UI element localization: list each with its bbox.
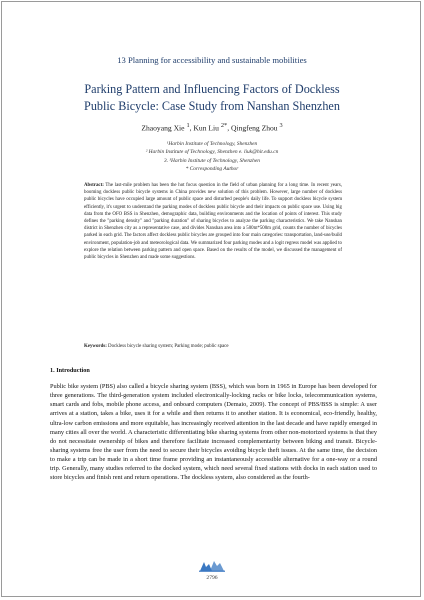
paper-title [40,81,384,115]
affiliation-line: 3. ³Harbin Institute of Technology, Shenzhen [164,157,260,164]
corresponding-author-note: * Corresponding Author [185,165,239,172]
conference-track-header: 13 Planning for accessibility and sustainable mobilities [117,55,307,65]
keywords-text: Dockless bicycle sharing system; Parking mode; public space [106,344,229,349]
page-number: 2796 [206,575,218,581]
author-list [0,122,424,133]
abstract [84,182,342,261]
author-separator: , [189,123,194,133]
affiliations [0,140,424,173]
abstract-label: Abstract: [84,183,104,188]
keywords-label: Keywords: [84,344,107,349]
affiliation-line: ² Harbin Institute of Technology, Shenzhen e. liuk@hit.edu.cn [145,149,279,156]
author-name: Qingfeng Zhou [230,123,278,133]
paper-title-line2: Public Bicycle: Case Study from Nanshan Shenzhen [84,99,340,113]
section-heading: 1. Introduction [50,367,90,374]
author-name: Kun Liu [193,123,219,133]
author-separator: , [227,123,231,133]
author-affiliation-mark: 2* [220,122,228,129]
paper-title-line1: Parking Pattern and Influencing Factors of Dockless [84,82,340,96]
abstract-text: The last-mile problem has been the hot focus question in the field of urban planning for a long time. In recent years, booming dockless public bicycle systems in China provides new solution of this problem. However, large number of dockless public bicycles have occupied large amount of public space and disturbed people's daily life. To support dockless bicycle system efficiently, it's urgent to understand the parking modes of dockless public bicycle and their impacts on public space use. Using big data from the OFO BSS in Shenzhen, demographic data, building environments and the location of points of interest. This study defines the "parking density" and "parking duration" of sharing bicycles to analyze the parking characteristics. We take Nanshan district in Shenzhen city as a representative case, and divides Nanshan area into a 500m*500m grid, counts the number of bicycles parked in each grid. The factors affect dockless public bicycles are grouped into four main categories: transportation, land-use/build environment, population-job and meteorological data. We summarized four parking modes and a logit regress model was applied to explore the relation between parking pattern and open space. Based on the results of the model, we discussed the management of public bicycles in Shenzhen and made some suggestions. [84,183,342,260]
affiliation-line: ¹Harbin Institute of Technology, Shenzhen [166,141,258,147]
author-affiliation-mark: 3 [279,122,283,129]
author-name: Zhaoyang Xie [141,123,185,133]
keywords [84,344,342,349]
conference-logo-icon [197,558,227,572]
section-body: Public bike system (PBS) also called a bicycle sharing system (BSS), which was born in 1965 in Europe has been developed for three generations. The third-generation system included electronically-locking racks or bike locks, telecommunication systems, smart cards and fobs, mobile phone access, and onboard computers (Demaio, 2009). The concept of PBS/BSS is simple: A user arrives at a station, takes a bike, uses it for a while and then returns it to another station. It is economical, eco-friendly, healthy, ultra-low carbon emissions and more equitable, has increasingly received attention in the last decade and have rapidly emerged in many cities all over the world. A characteristic differentiating bike sharing systems from other non-motorized systems is that they do not necessitate ownership of bikes and therefore facilitate increased complementarity between biking and transit. Bicycle-sharing systems free the user from the need to secure their bicycles avoiding bicycle theft issues. At the same time, the decision to make a trip can be made in a short time frame providing an instantaneously accessible alternative for a one-way or a round trip. Generally, many studies referred to the docked system, which need several fixed stations with docks in each station used to store bicycles and finish rent and return operations. The dockless system, also considered as the fourth- [50,383,377,482]
author-affiliation-mark: 1 [186,122,190,129]
